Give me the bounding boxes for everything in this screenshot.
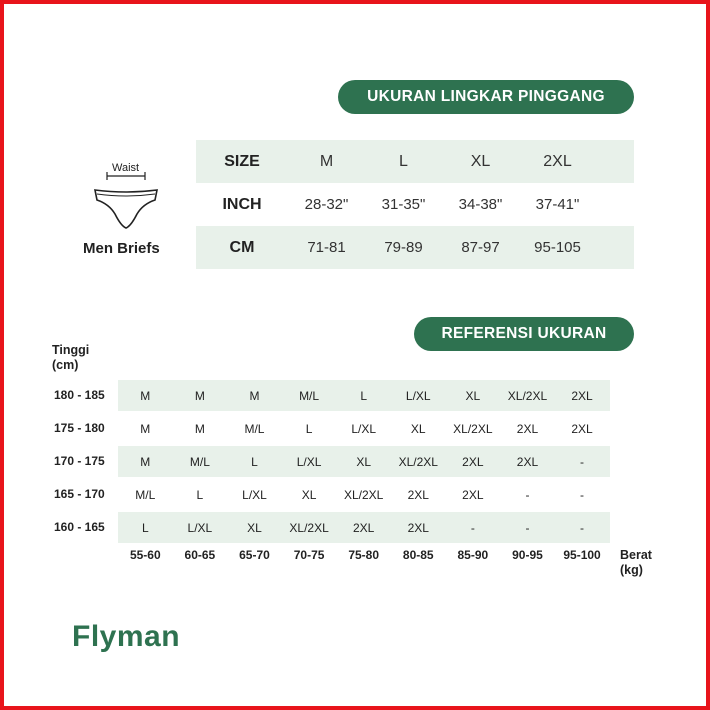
height-label-unit: (cm) xyxy=(52,358,79,372)
row-header: CM xyxy=(229,238,255,256)
table-cell: 37-41" xyxy=(535,196,580,213)
weight-column-labels xyxy=(118,548,609,562)
size-cell: M xyxy=(249,388,260,403)
size-cell: L xyxy=(360,388,368,403)
size-cell: - xyxy=(470,520,475,535)
briefs-icon xyxy=(85,170,167,232)
size-cell: M/L xyxy=(299,388,320,403)
height-row-labels xyxy=(48,380,114,545)
table-row xyxy=(196,226,634,269)
size-cell: L/XL xyxy=(187,520,213,535)
size-cell: XL/2XL xyxy=(453,421,493,436)
height-row-label: 170 - 175 xyxy=(54,454,105,468)
size-cell: M/L xyxy=(189,454,210,469)
reference-size-table xyxy=(118,380,610,545)
size-cell: 2XL xyxy=(462,487,484,502)
height-row-label: 180 - 185 xyxy=(54,388,105,402)
size-cell: L/XL xyxy=(296,454,322,469)
size-cell: - xyxy=(580,520,585,535)
waist-size-table xyxy=(196,140,634,269)
size-cell: XL/2XL xyxy=(398,454,438,469)
height-axis-label xyxy=(52,343,89,373)
size-cell: - xyxy=(525,487,530,502)
size-cell: L xyxy=(305,421,313,436)
table-cell: 95-105 xyxy=(534,239,581,256)
size-cell: 2XL xyxy=(571,388,593,403)
table-cell: M xyxy=(319,152,334,170)
size-cell: XL/2XL xyxy=(289,520,329,535)
size-cell: M xyxy=(140,388,151,403)
weight-column-label: 60-65 xyxy=(184,548,216,562)
size-cell: L/XL xyxy=(351,421,377,436)
weight-column-label: 65-70 xyxy=(239,548,270,562)
table-row xyxy=(118,479,610,510)
size-cell: XL xyxy=(247,520,262,535)
size-cell: XL xyxy=(301,487,317,502)
size-cell: XL/2XL xyxy=(343,487,384,502)
size-cell: XL xyxy=(465,388,481,403)
size-cell: - xyxy=(580,454,585,469)
table-cell: 87-97 xyxy=(461,239,500,256)
weight-label-unit: (kg) xyxy=(620,563,643,577)
table-row xyxy=(118,512,610,543)
weight-column-label: 55-60 xyxy=(129,548,161,562)
table-cell: 79-89 xyxy=(384,239,423,256)
product-name: Men Briefs xyxy=(83,240,160,257)
size-cell: M xyxy=(194,388,205,403)
size-cell: M xyxy=(140,454,151,469)
size-cell: M xyxy=(140,421,151,436)
size-cell: M xyxy=(194,421,205,436)
size-cell: M/L xyxy=(135,487,156,502)
table-row xyxy=(118,413,610,444)
table-cell: XL xyxy=(470,152,491,170)
size-cell: L/XL xyxy=(405,388,431,403)
size-cell: L xyxy=(251,454,258,469)
size-cell: - xyxy=(580,487,585,502)
weight-column-label: 90-95 xyxy=(512,548,543,562)
size-cell: XL/2XL xyxy=(507,388,548,403)
table-row xyxy=(196,140,634,183)
table-cell: 71-81 xyxy=(307,239,346,256)
row-header: INCH xyxy=(222,195,262,213)
size-cell: - xyxy=(525,520,530,535)
height-label-text: Tinggi xyxy=(52,343,90,357)
table-cell: 34-38" xyxy=(458,196,503,213)
waist-label: Waist xyxy=(112,162,140,174)
size-cell: XL xyxy=(410,421,426,436)
reference-section-title: REFERENSI UKURAN xyxy=(414,317,634,351)
table-cell: L xyxy=(399,152,408,170)
size-cell: 2XL xyxy=(407,487,429,502)
table-row xyxy=(196,183,634,226)
size-cell: 2XL xyxy=(407,520,429,535)
weight-column-label: 95-100 xyxy=(563,548,601,562)
weight-label-text: Berat xyxy=(620,548,652,562)
size-cell: 2XL xyxy=(571,421,593,436)
weight-column-label: 75-80 xyxy=(348,548,380,562)
size-cell: L xyxy=(141,520,149,535)
size-cell: 2XL xyxy=(462,454,484,469)
row-header: SIZE xyxy=(224,152,260,170)
table-cell: 31-35" xyxy=(381,196,426,213)
height-row-label: 165 - 170 xyxy=(54,487,105,501)
size-cell: 2XL xyxy=(516,454,539,469)
size-cell: 2XL xyxy=(352,520,375,535)
table-cell: 28-32" xyxy=(304,196,349,213)
brand-logo: Flyman xyxy=(72,620,181,653)
weight-column-label: 85-90 xyxy=(457,548,489,562)
size-cell: L/XL xyxy=(242,487,267,502)
height-row-label: 175 - 180 xyxy=(54,421,105,435)
height-row-label: 160 - 165 xyxy=(54,520,105,534)
table-row xyxy=(118,446,610,477)
weight-axis-label xyxy=(620,548,652,578)
waist-section-title: UKURAN LINGKAR PINGGANG xyxy=(338,80,634,114)
weight-column-label: 80-85 xyxy=(402,548,434,562)
table-cell: 2XL xyxy=(543,152,572,170)
size-cell: L xyxy=(196,487,204,502)
size-cell: 2XL xyxy=(516,421,539,436)
size-cell: M/L xyxy=(244,421,265,436)
size-cell: XL xyxy=(356,454,372,469)
weight-column-label: 70-75 xyxy=(293,548,325,562)
table-row xyxy=(118,380,610,411)
